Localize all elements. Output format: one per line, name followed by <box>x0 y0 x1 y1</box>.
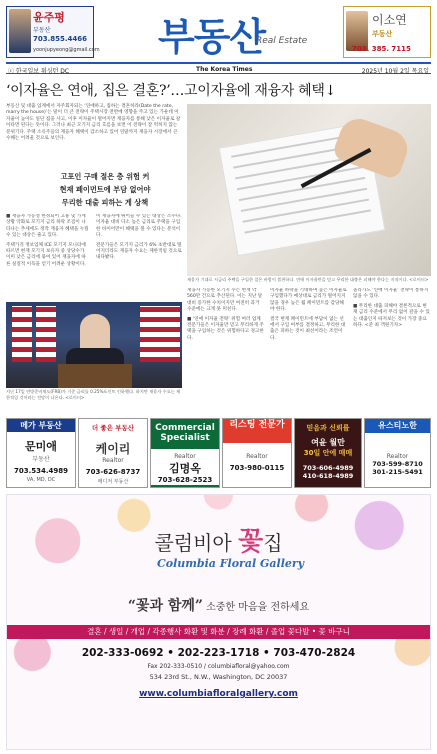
ad-mega-realty[interactable] <box>6 418 76 488</box>
ad-role: Realtor <box>174 453 196 460</box>
ad-extra: 메디저 부동산 <box>97 479 129 485</box>
paragraph: 이자율 하락을 기대하며 높은 이자율로 구입했다가 예상대로 금리가 떨어지지 않을 경우 높은 월 페이먼트를 감당해야 한다. <box>270 288 347 313</box>
ad-phone: 703.534.4989 <box>13 467 69 475</box>
ad-realtor-left[interactable] <box>6 6 100 58</box>
photo-caption: 지난 17일 연방준비제도(FRB)가 기준 금리를 0.25%포인트 인하했다. 하지만 재융자 수요는 제한적일 것이라는 전망이 나온다. <로이터> <box>6 389 181 400</box>
ad-phone: 703-628-2523 <box>157 476 213 484</box>
dateline-bar <box>6 62 431 74</box>
floral-website-link[interactable]: www.columbiafloralgallery.com <box>139 689 298 699</box>
article-photo-press <box>6 302 182 388</box>
ad-commercial-specialist[interactable] <box>150 418 220 488</box>
paragraph: 결국 현재 페이먼트에 부담이 없는 선에서 구입 여부를 결정하고, 무리한 대출은 피하는 것이 최선이라는 조언이다. <box>270 316 346 341</box>
article-column <box>270 288 348 414</box>
pull-quote <box>30 170 180 209</box>
flag-icon <box>140 306 160 362</box>
paragraph: 올라가도 ‘연애 이자율’ 전략이 통하지 않을 수 있다. <box>353 288 429 300</box>
floral-title-english: Columbia Floral Gallery <box>157 557 305 570</box>
article-headline[interactable]: ‘이자율은 연애, 집은 결혼?’…고이자율에 재융자 혜택↓ <box>6 83 337 99</box>
ad-phone: 703-606-4989 <box>302 464 354 472</box>
realtor-name: 이소연 <box>372 13 407 27</box>
flag-icon <box>12 306 32 362</box>
pull-quote-line: 현재 페이먼트에 부담 없어야 <box>59 185 151 194</box>
article-column <box>6 214 90 300</box>
ad-phone: 703-626-8737 <box>85 468 141 476</box>
flag-icon <box>160 306 180 362</box>
article-column <box>96 214 182 300</box>
flag-icon <box>36 306 56 362</box>
ad-header: Commercial Specialist <box>155 423 215 443</box>
ad-name: 케이리 <box>95 442 131 456</box>
realtor-phone: 703. 385. 7115 <box>352 45 411 53</box>
paragraph: ■ 재융자 가능성 한정되어 고용 및 가계 상황 악화로 모기지 금리 하락 조짐이 나타나는 추세에도 정작 재융자 혜택을 누릴 수 있는 대상은 줄고 있다. <box>6 214 89 239</box>
section-title: 부동산 <box>158 15 266 59</box>
paragraph: 주택가격 정보업체 ICE 모기지 모니터에 따르면 현재 모기지 보유자 중 상당수가 이미 낮은 금리에 묶여 있어 재융자에 따른 실질적 이득을 얻기 어려운 상황이다. <box>6 242 86 267</box>
paragraph: 재융자 가능한 모기지 수는 현재 약 560만 건으로 추산된다. 이는 지난 달 대비 증가한 수치이지만 여전히 과거 수준에는 크게 못 미친다. <box>187 288 263 313</box>
title-part-accent: 꽃 <box>238 527 264 557</box>
paragraph: ■ ‘연애 이자율 전략’ 위험 여러 업계 전문가들은 이자율만 믿고 무리하게 주택을 구입하는 것은 위험하다고 경고한다. <box>187 316 264 341</box>
ad-role: Realtor <box>102 457 124 464</box>
title-part: 집 <box>263 531 283 555</box>
ad-realtor-right[interactable] <box>343 6 431 58</box>
pull-quote-line: 고포인 구매 절은 층 위험 커 <box>60 172 150 181</box>
floral-motto <box>7 595 430 615</box>
floral-address: 534 23rd St., N.W., Washington, DC 20037 <box>149 673 288 681</box>
ad-header: 유스티노한 <box>365 419 430 433</box>
ad-header: 믿음과 신뢰를 <box>306 424 350 432</box>
ad-extra: VA, MD, DC <box>26 477 56 483</box>
motto-sub: 소중한 마음을 전하세요 <box>206 602 310 613</box>
ad-phone-2: 301-215-5491 <box>372 468 423 476</box>
ad-name: 여윤 월만 <box>311 438 345 447</box>
ad-header: 메가 부동산 <box>7 419 75 432</box>
floral-services-bar: 결혼 / 생일 / 개업 / 각종행사 화환 및 화분 / 장례 화환 / 졸업 꽃다발 • 꽃 바구니 <box>7 625 430 639</box>
podium <box>58 364 132 388</box>
newspaper-name: The Korea Times <box>196 66 253 73</box>
realtor-ads-row <box>6 418 431 488</box>
article-column <box>187 288 265 414</box>
paragraph: 전문가들은 모기지 금리가 6% 초반대로 떨어지더라도 재융자 수요는 제한적일 것으로 내다봤다. <box>96 242 182 261</box>
ad-columbia-floral[interactable] <box>6 494 431 750</box>
ad-name: 김명옥 <box>169 462 201 475</box>
ad-role: Realtor <box>246 453 268 460</box>
article-photo-contract <box>187 104 431 276</box>
ad-phone: 703-599-8710 <box>372 460 423 468</box>
ad-header: 리스팅 전문가 <box>223 419 291 443</box>
realtor-phone: 703.855.4466 <box>33 35 88 43</box>
masthead <box>0 0 437 62</box>
realtor-role: 부동산 <box>372 30 393 38</box>
motto-main: “꽃과 함께” <box>127 598 203 614</box>
realtor-role: 부동산 <box>33 27 51 34</box>
ad-listing-expert[interactable] <box>222 418 292 488</box>
photo-caption: 재융자 기대로 저금리 주택을 구입한 일은 바람이 불편하다. 연애 이자율만을 믿고 무리한 대출은 피해야 한다는 지적이다. <로이터> <box>187 277 429 282</box>
ad-name: 문미애 <box>25 440 57 453</box>
ad-role: Realtor <box>386 453 409 460</box>
publisher: ⓒ 한국일보 워싱턴 DC <box>8 68 70 75</box>
paragraph: ■ 무리한 대출 피해야 결론적으로 현재 금리 수준에서 무리 없이 갚을 수 있는 대출인지 따져보는 것이 가장 중요하다. <준 최 객원기자> <box>353 303 430 329</box>
article-column <box>353 288 431 414</box>
ad-justino-han[interactable] <box>364 418 431 488</box>
title-part: 콜럼비아 <box>154 531 239 555</box>
issue-date: 2025년 10월 2일 목요일 <box>361 68 429 75</box>
ad-role: 30일 안에 매매 <box>303 449 353 457</box>
paragraph: 이 재융자에 뛰어들 수 있는 대상은 소수다. 이자율 대비 다소 높은 금리로 주택을 구입한 바이어만이 혜택을 볼 수 있다는 분석이다. <box>96 214 182 239</box>
ad-better-realty[interactable] <box>78 418 148 488</box>
ad-role: 부동산 <box>32 456 50 463</box>
realtor-name: 윤주평 <box>33 11 65 24</box>
floral-fax-email: Fax 202-333-0510 / columbiafloral@yahoo.com <box>147 663 290 670</box>
article-intro: 부동산 및 대출 업계에서 자주회자되는 ‘연애하고, 집하는 결혼하라(Date the rate, marry the house)’는 말이 더 큰 전략이 주택시장 전반에 영향을 주고 있는 가운데 이자율이 높아도 일단 집을 사고, 이후 이자율이 떨어지면 재융자를 통해 낮은 이자율로 갈아타면 된다는 뜻이다. 그러나 최근 모기지 금리 흐름을 보면 이 전략이 잘 먹히지 않는 분위기다. 주택 소유주들의 재융자 혜택이 감소하고 있어 연말까지 재융자 시장에서 큰 수혜는 어려울 것으로 보인다. <box>6 104 181 142</box>
floral-phones[interactable]: 202-333-0692 • 202-223-1718 • 703-470-2824 <box>81 647 356 659</box>
ad-header: 더 좋은 부동산 <box>91 424 135 432</box>
realtor-photo <box>9 9 31 53</box>
ad-phone-2: 410-618-4989 <box>302 472 354 480</box>
section-subtitle: Real Estate <box>256 36 308 46</box>
ad-trust-realty[interactable] <box>294 418 362 488</box>
pull-quote-line: 무리한 대출 피하는 게 상책 <box>61 198 149 207</box>
ad-phone: 703-980-0115 <box>229 464 285 472</box>
floral-title-korean <box>7 521 430 558</box>
realtor-email: yoonjupyeong@gmail.com <box>33 47 100 53</box>
